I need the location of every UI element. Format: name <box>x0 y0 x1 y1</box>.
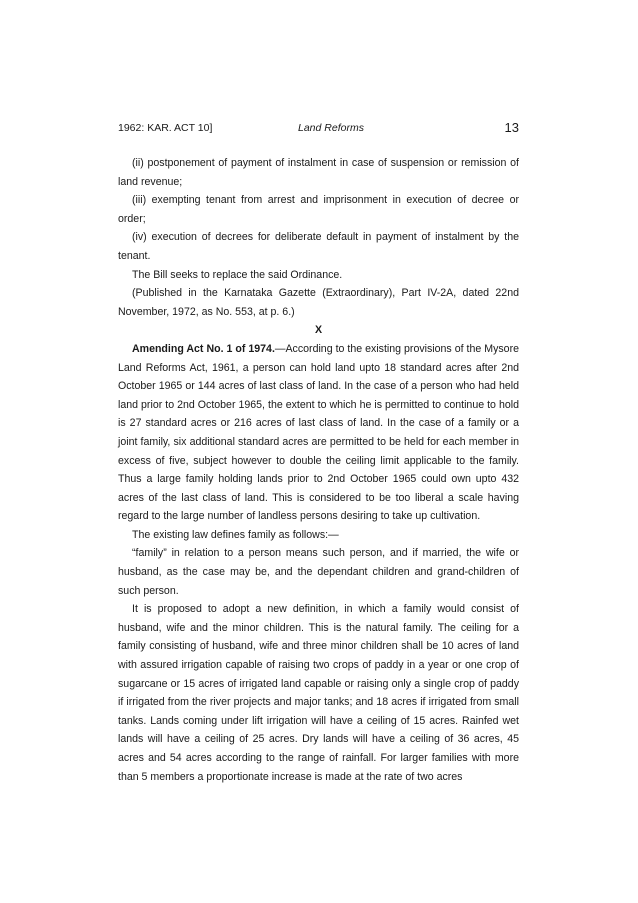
page-number: 13 <box>504 120 519 135</box>
paragraph-family-definition: “family” in relation to a person means such person, and if married, the wife or husband, as the case may be, and the dependant children and grand-children of such person. <box>118 547 519 597</box>
header-act-reference: 1962: KAR. ACT 10] <box>118 122 213 134</box>
paragraph-clause-ii: (ii) postponement of payment of instalment in case of suspension or remission of land revenue; <box>118 157 519 188</box>
paragraph-new-definition: It is proposed to adopt a new definition, in which a family would consist of husband, wife and the minor children. This is the natural family. The ceiling for a family consisting of husband, wife and three minor children shall be 10 acres of land with assured irrigation capable of raising two crops of paddy in a year or one crop of sugarcane or 15 acres of irrigated land capable or raising only a single crop of paddy if irrigated from the river projects and major tanks; and 18 acres if irrigated from small tanks. Lands coming under lift irrigation will have a ceiling of 15 acres. Rainfed wet lands will have a ceiling of 25 acres. Dry lands will have a ceiling of 36 acres, 45 acres and 54 acres according to the range of rainfall. For larger families with more than 5 members a proportionate increase is made at the rate of two acres <box>118 603 519 783</box>
paragraph-bill-replace: The Bill seeks to replace the said Ordinance. <box>132 268 343 281</box>
paragraph-family-definition-intro: The existing law defines family as follows:— <box>132 528 339 541</box>
paragraph-clause-iv: (iv) execution of decrees for deliberate default in payment of instalment by the tenant. <box>118 231 519 262</box>
section-separator: X <box>314 324 323 337</box>
amending-act-heading: Amending Act No. 1 of 1974. <box>132 342 275 355</box>
document-page <box>118 118 519 786</box>
paragraph-clause-iii: (iii) exempting tenant from arrest and imprisonment in execution of decree or order; <box>118 194 519 225</box>
running-header <box>118 118 519 138</box>
amending-act-text: —According to the existing provisions of the Mysore Land Reforms Act, 1961, a person can hold land upto 18 standard acres after 2nd October 1965 or 144 acres of last class of land. In the case of a person who had held land prior to 2nd October 1965, the extent to which he is permitted to continue to hold is 27 standard acres or 216 acres of last class of land. In the case of a family or a joint family, six additional standard acres are permitted to be held for each member in excess of five, subject however to double the ceiling limit applicable to the family. Thus a large family holding lands prior to 2nd October 1965 could own upto 432 acres of the last class of land. This is considered to be too liberal a scale having regard to the large number of landless persons desiring to take up cultivation. <box>118 342 519 523</box>
document-body <box>118 154 519 786</box>
paragraph-amending-act <box>118 340 519 526</box>
paragraph-publication-note: (Published in the Karnataka Gazette (Extraordinary), Part IV-2A, dated 22nd November, 1972, as No. 553, at p. 6.) <box>118 287 519 318</box>
header-title: Land Reforms <box>298 122 364 134</box>
